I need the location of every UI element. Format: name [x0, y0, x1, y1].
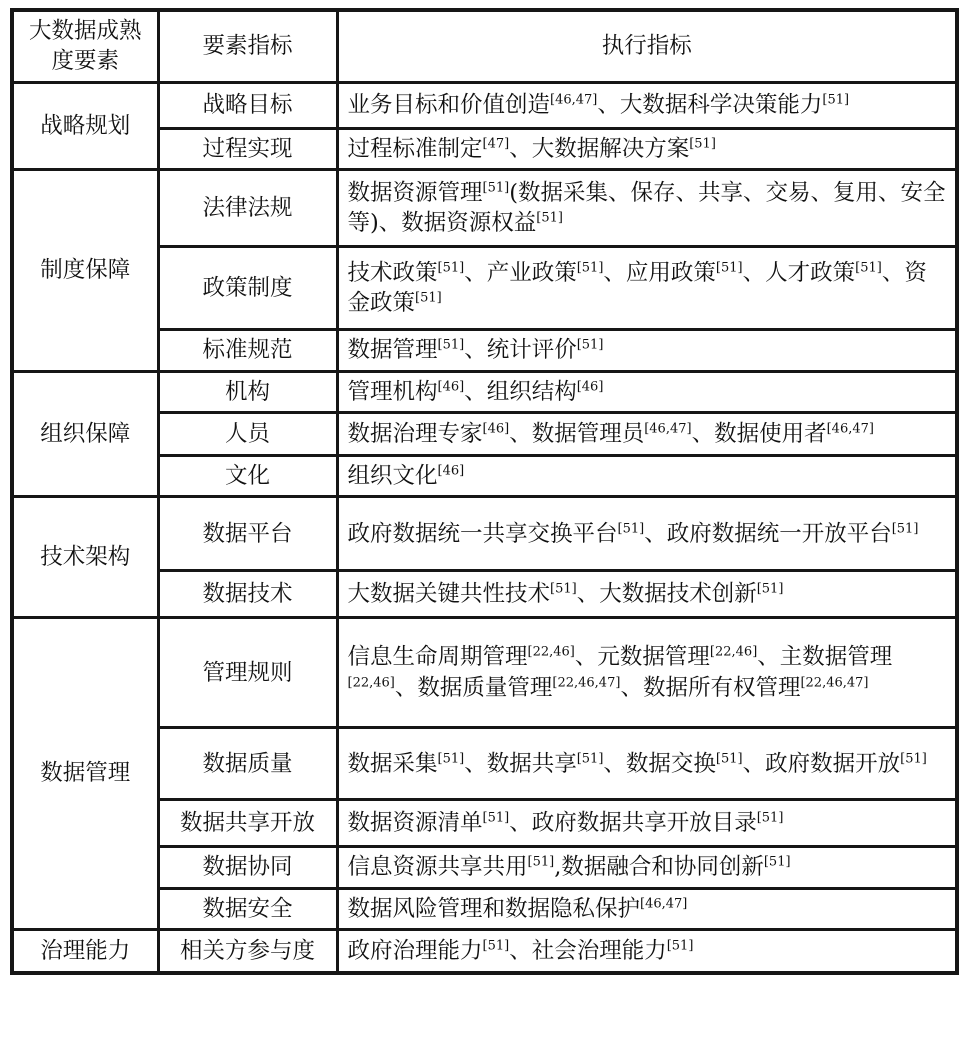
exec-text: 数据风险管理和数据隐私保护	[347, 895, 641, 922]
exec-cell	[337, 571, 957, 618]
citation-superscript: [51]	[900, 751, 927, 767]
citation-superscript: [51]	[482, 810, 510, 826]
citation-superscript: [51]	[756, 581, 784, 597]
exec-text: 政府治理能力	[347, 937, 483, 964]
exec-text: 数据治理专家	[347, 420, 483, 447]
exec-text: 、数据使用者	[691, 420, 827, 447]
citation-superscript: [51]	[763, 854, 791, 870]
exec-text: 、大数据技术创新	[576, 581, 757, 608]
exec-cell	[337, 847, 957, 888]
exec-text: 、大数据科学决策能力	[597, 92, 823, 119]
exec-text: 、大数据解决方案	[509, 135, 690, 162]
indicator-cell: 数据平台	[158, 497, 337, 571]
citation-superscript: [51]	[715, 751, 743, 767]
exec-cell	[337, 128, 957, 169]
indicator-cell: 法律法规	[158, 170, 337, 247]
exec-text: ,数据融合和协同创新	[554, 854, 764, 881]
indicator-cell: 过程实现	[158, 128, 337, 169]
header-row	[12, 10, 957, 82]
citation-superscript: [22,46,47]	[800, 675, 869, 691]
citation-superscript: [22,46]	[709, 644, 758, 660]
group-cell: 技术架构	[12, 497, 158, 618]
group-cell: 战略规划	[12, 82, 158, 169]
exec-text: 数据资源清单	[347, 810, 483, 837]
table-row	[12, 371, 957, 412]
citation-superscript: [51]	[756, 810, 784, 826]
exec-text: 、政府数据共享开放目录	[509, 810, 757, 837]
citation-superscript: [51]	[891, 521, 919, 537]
citation-superscript: [51]	[617, 521, 645, 537]
indicator-cell: 数据技术	[158, 571, 337, 618]
exec-cell	[337, 888, 957, 929]
exec-text: 、资金政策	[347, 259, 927, 317]
exec-text: 、数据共享	[464, 750, 577, 777]
table-row	[12, 618, 957, 728]
exec-text: 数据管理	[347, 337, 438, 364]
citation-superscript: [46,47]	[550, 92, 598, 108]
indicator-cell: 管理规则	[158, 618, 337, 728]
table-row	[12, 82, 957, 128]
table-row	[12, 497, 957, 571]
citation-superscript: [51]	[437, 260, 465, 276]
exec-cell	[337, 82, 957, 128]
indicator-cell: 标准规范	[158, 330, 337, 371]
exec-text: 管理机构	[347, 378, 438, 405]
exec-cell	[337, 497, 957, 571]
exec-text: 、数据管理员	[509, 420, 645, 447]
exec-text: 、主数据管理	[757, 644, 893, 671]
citation-superscript: [51]	[437, 337, 465, 353]
maturity-table	[10, 8, 959, 975]
exec-cell	[337, 728, 957, 800]
citation-superscript: [51]	[855, 260, 882, 276]
citation-superscript: [22,46]	[347, 675, 395, 691]
group-cell: 治理能力	[12, 930, 158, 973]
exec-text: 、数据质量管理	[394, 674, 553, 701]
exec-text: 、社会治理能力	[509, 937, 667, 964]
citation-superscript: [51]	[576, 260, 604, 276]
exec-cell	[337, 618, 957, 728]
exec-text: 、产业政策	[464, 259, 577, 286]
citation-superscript: [47]	[482, 136, 510, 152]
exec-text: 业务目标和价值创造	[347, 92, 551, 119]
exec-cell	[337, 412, 957, 455]
citation-superscript: [22,46,47]	[552, 675, 621, 691]
citation-superscript: [46]	[482, 421, 510, 437]
citation-superscript: [51]	[666, 938, 694, 954]
citation-superscript: [46,47]	[644, 421, 692, 437]
exec-text: 、组织结构	[464, 378, 577, 405]
indicator-cell: 机构	[158, 371, 337, 412]
exec-text: 、统计评价	[464, 337, 577, 364]
citation-superscript: [22,46]	[527, 644, 575, 660]
citation-superscript: [51]	[822, 92, 850, 108]
citation-superscript: [51]	[437, 751, 465, 767]
table-row	[12, 930, 957, 973]
exec-text: 、元数据管理	[574, 644, 710, 671]
citation-superscript: [51]	[527, 854, 555, 870]
group-cell: 数据管理	[12, 618, 158, 930]
citation-superscript: [46]	[437, 379, 465, 394]
citation-superscript: [51]	[576, 751, 604, 767]
exec-text: 技术政策	[347, 259, 438, 286]
exec-text: 数据采集	[347, 750, 438, 777]
exec-text: 过程标准制定	[347, 135, 483, 162]
exec-cell	[337, 330, 957, 371]
indicator-cell: 数据质量	[158, 728, 337, 800]
header-element-indicators: 要素指标	[158, 10, 337, 82]
exec-text: 大数据关键共性技术	[347, 581, 551, 608]
indicator-cell: 数据共享开放	[158, 800, 337, 847]
exec-cell	[337, 455, 957, 496]
citation-superscript: [51]	[550, 581, 577, 597]
indicator-cell: 政策制度	[158, 247, 337, 330]
table-row	[12, 170, 957, 247]
exec-cell	[337, 247, 957, 330]
exec-text: 信息生命周期管理	[347, 644, 528, 671]
exec-cell	[337, 800, 957, 847]
citation-superscript: [46,47]	[640, 896, 688, 912]
exec-text: 、人才政策	[742, 259, 856, 286]
exec-text: 、数据交换	[603, 750, 716, 777]
citation-superscript: [51]	[482, 180, 510, 196]
exec-text: 组织文化	[347, 462, 438, 489]
indicator-cell: 数据安全	[158, 888, 337, 929]
indicator-cell: 战略目标	[158, 82, 337, 128]
exec-cell	[337, 371, 957, 412]
citation-superscript: [46]	[576, 379, 604, 394]
citation-superscript: [51]	[689, 136, 716, 152]
indicator-cell: 数据协同	[158, 847, 337, 888]
citation-superscript: [46,47]	[826, 421, 874, 437]
indicator-cell: 相关方参与度	[158, 930, 337, 973]
exec-text: 、应用政策	[603, 259, 716, 286]
group-cell: 组织保障	[12, 371, 158, 497]
citation-superscript: [51]	[482, 938, 510, 954]
exec-text: 、政府数据统一开放平台	[644, 520, 892, 547]
exec-text: (数据采集、保存、共享、交易、复用、安全等)、数据资源权益	[347, 179, 946, 237]
table-body	[12, 82, 957, 972]
indicator-cell: 人员	[158, 412, 337, 455]
citation-superscript: [46]	[437, 463, 465, 479]
citation-superscript: [51]	[715, 260, 743, 276]
exec-cell	[337, 170, 957, 247]
exec-text: 政府数据统一共享交换平台	[347, 520, 618, 547]
group-cell: 制度保障	[12, 170, 158, 371]
exec-text: 信息资源共享共用	[347, 854, 528, 881]
exec-cell	[337, 930, 957, 973]
citation-superscript: [51]	[576, 337, 604, 353]
exec-text: 数据资源管理	[347, 179, 483, 206]
exec-text: 、政府数据开放	[742, 750, 901, 777]
citation-superscript: [51]	[536, 210, 563, 226]
exec-text: 、数据所有权管理	[620, 674, 801, 701]
header-maturity-elements: 大数据成熟度要素	[12, 10, 158, 82]
header-execution-indicators: 执行指标	[337, 10, 957, 82]
indicator-cell: 文化	[158, 455, 337, 496]
citation-superscript: [51]	[415, 290, 442, 306]
